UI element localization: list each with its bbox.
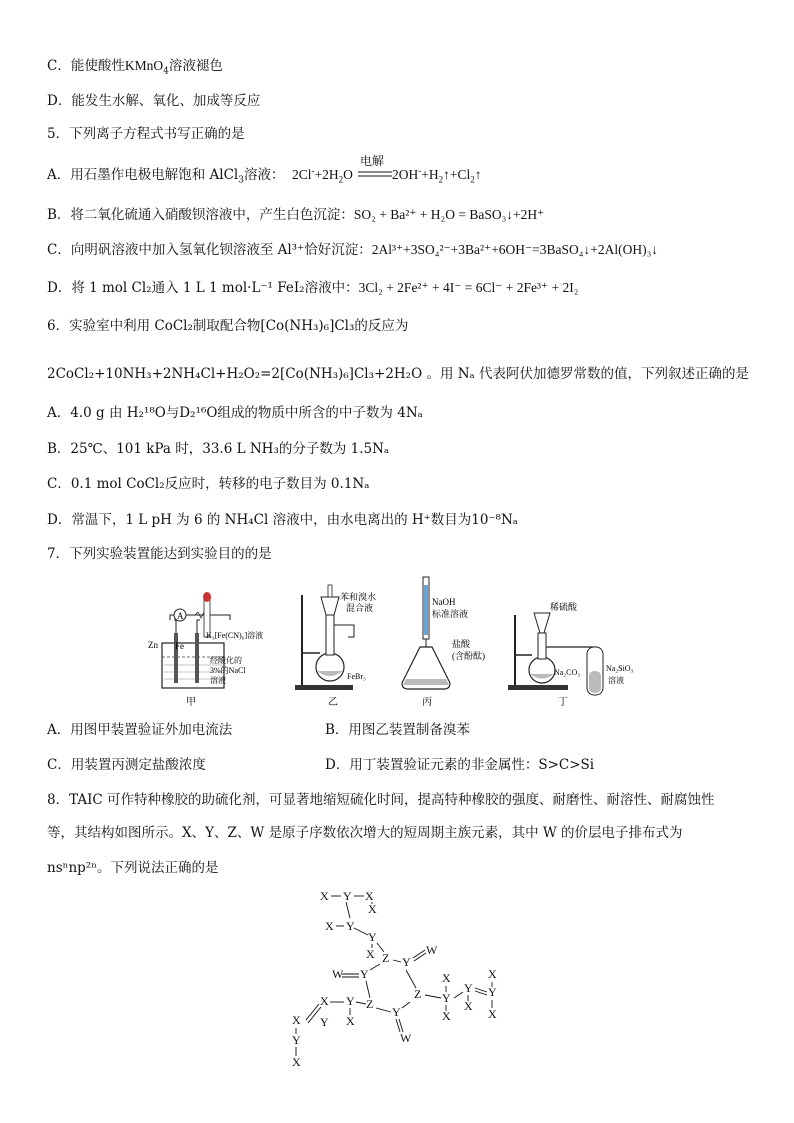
q5-option-a <box>47 165 285 185</box>
option-text: B．将二氧化硫通入硝酸钡溶液中，产生白色沉淀： <box>47 207 354 223</box>
atom-y: Y <box>488 985 497 999</box>
benzene-label-1: 苯和溴水 <box>340 592 377 602</box>
q6-option-d: D．常温下，1 L pH 为 6 的 NH₄Cl 溶液中，由水电离出的 H⁺数目为10⁻⁸Nₐ <box>47 512 518 528</box>
atom-x: X <box>368 902 377 916</box>
option-text: 溶液褪色 <box>168 58 223 74</box>
atom-x: X <box>488 967 497 981</box>
atom-y: Y <box>464 981 473 995</box>
option-text: 溶液： <box>244 167 285 183</box>
atom-y: Y <box>442 991 451 1005</box>
equation: SO₂ + Ba²⁺ + H₂O = BaSO₃↓+2H⁺ <box>353 207 545 222</box>
option-d-reactions: D．能发生水解、氧化、加成等反应 <box>47 93 261 109</box>
question-6: 6．实验室中利用 CoCl₂制取配合物[Co(NH₃)₆]Cl₃的反应为 <box>47 318 409 334</box>
ammeter-label: A <box>177 611 184 621</box>
apparatus-jia <box>148 592 263 708</box>
question-5: 5．下列离子方程式书写正确的是 <box>47 126 245 142</box>
febr3-label: FeBr₃ <box>347 672 366 681</box>
atom-y: Y <box>346 994 355 1008</box>
na2sio3-label-2: 溶液 <box>608 676 624 685</box>
option-text: C．向明矾溶液中加入氢氧化钡溶液至 Al³⁺恰好沉淀： <box>47 242 372 258</box>
q7-option-c: C．用装置丙测定盐酸浓度 <box>47 757 206 773</box>
naoh-label-2: 标准溶液 <box>432 609 469 619</box>
subscript: 2 <box>338 174 344 185</box>
electrolysis-condition: 电解 <box>360 154 385 168</box>
q7-option-a: A．用图甲装置验证外加电流法 <box>47 722 233 738</box>
atom-y: Y <box>360 967 369 981</box>
atom-y: Y <box>343 889 352 903</box>
atom-x: X <box>292 1013 301 1027</box>
k3-label: K₃[Fe(CN)₆]溶液 <box>206 631 264 640</box>
apparatus-yi <box>295 585 376 708</box>
atom-z: Z <box>414 987 422 1001</box>
atom-y: Y <box>402 955 411 969</box>
eq-part: 2OH <box>392 167 419 182</box>
question-7: 7．下列实验装置能达到实验目的的是 <box>47 546 272 562</box>
charge: - <box>418 165 422 176</box>
atom-x: X <box>365 889 374 903</box>
atom-x: X <box>325 919 334 933</box>
q7-option-d: D．用丁装置验证元素的非金属性：S>C>Si <box>325 757 595 773</box>
atom-y: Y <box>392 1005 401 1019</box>
eq-part: O <box>343 167 353 182</box>
q5a-equation <box>292 165 353 185</box>
eq-part: +2H <box>314 167 339 182</box>
eq-part: ↑+Cl <box>443 167 471 182</box>
q6-equation: 2CoCl₂+10NH₃+2NH₄Cl+H₂O₂=2[Co(NH₃)₆]Cl₃+2H₂O 。用 Nₐ 代表阿伏加德罗常数的值，下列叙述正确的是 <box>47 366 750 382</box>
option-text: D．将 1 mol Cl₂通入 1 L 1 mol·L⁻¹ FeI₂溶液中： <box>47 280 359 296</box>
atom-w: W <box>332 967 344 981</box>
h2so4-label: 稀硫酸 <box>550 602 578 612</box>
q7-option-b: B．用图乙装置制备溴苯 <box>325 722 470 738</box>
atom-w: W <box>400 1031 412 1045</box>
q6-option-c: C．0.1 mol CoCl₂反应时，转移的电子数目为 0.1Nₐ <box>47 476 370 492</box>
q5-option-b <box>47 205 544 225</box>
apparatus-ding <box>508 601 634 708</box>
question-8-line-2: 等，其结构如图所示。X、Y、Z、W 是原子序数依次增大的短周期主族元素，其中 W 的价层电子排布式为 <box>47 825 683 841</box>
atom-z: Z <box>366 997 374 1011</box>
atom-x: X <box>366 947 375 961</box>
q6-option-a: A．4.0 g 由 H₂¹⁸O与D₂¹⁶O组成的物质中所含的中子数为 4Nₐ <box>47 405 423 421</box>
nacl-label-1: 经酸化的 <box>210 656 242 665</box>
option-c-kmno4 <box>47 56 223 76</box>
formula: KMnO <box>124 58 164 73</box>
benzene-label-2: 混合液 <box>346 603 374 613</box>
atom-x: X <box>320 889 329 903</box>
question-8-line-3: nsⁿnp²ⁿ。下列说法正确的是 <box>47 860 219 876</box>
equals-long <box>358 170 392 178</box>
na2sio3-label-1: Na₂SiO₃ <box>606 664 634 673</box>
atom-y: Y <box>368 930 377 944</box>
atom-w: W <box>426 943 438 957</box>
atom-x: X <box>442 971 451 985</box>
atom-z: Z <box>382 951 390 965</box>
zn-label: Zn <box>148 640 158 650</box>
q5a-equation-right <box>392 165 482 185</box>
atom-x: X <box>442 1009 451 1023</box>
figure-label-jia: 甲 <box>186 697 196 708</box>
atom-y: Y <box>346 919 355 933</box>
figure-label-ding: 丁 <box>558 697 568 708</box>
eq-part: +H <box>421 167 439 182</box>
atom-x: X <box>320 994 329 1008</box>
atom-x: X <box>488 1007 497 1021</box>
charge: - <box>311 165 315 176</box>
subscript: 3 <box>238 175 244 186</box>
eq-part: ↑ <box>474 167 482 182</box>
q6-option-b: B．25℃、101 kPa 时，33.6 L NH₃的分子数为 1.5Nₐ <box>47 441 390 457</box>
experiment-apparatus-figure <box>140 575 660 710</box>
figure-label-yi: 乙 <box>328 697 338 708</box>
atom-x: X <box>464 999 473 1013</box>
equation: 2Al³⁺+3SO₄²⁻+3Ba²⁺+6OH⁻=3BaSO₄↓+2Al(OH)₃↓ <box>371 242 659 257</box>
equation: 3Cl₂ + 2Fe²⁺ + 4I⁻ = 6Cl⁻ + 2Fe³⁺ + 2I₂ <box>358 280 579 295</box>
subscript: 2 <box>438 174 444 185</box>
option-text: C．能使酸性 <box>47 58 125 74</box>
apparatus-bing <box>402 577 485 708</box>
taic-structure-diagram <box>280 880 520 1075</box>
option-text: A．用石墨作电极电解饱和 AlCl <box>47 167 239 183</box>
question-8-line-1: 8．TAIC 可作特种橡胶的助硫化剂，可显著地缩短硫化时间，提高特种橡胶的强度、耐磨性、耐溶性、耐腐蚀性 <box>47 792 715 808</box>
fe-label: Fe <box>175 641 184 651</box>
atom-x: X <box>346 1014 355 1028</box>
nacl-label-3: 溶液 <box>210 676 226 685</box>
eq-part: 2Cl <box>292 167 312 182</box>
subscript: 4 <box>163 66 169 77</box>
hcl-label-2: (含酚酞) <box>452 651 485 661</box>
atom-y: Y <box>320 1015 329 1029</box>
naoh-label-1: NaOH <box>432 597 456 607</box>
atom-y: Y <box>292 1033 301 1047</box>
nacl-label-2: 3%的NaCl <box>210 666 246 675</box>
na2co3-label: Na₂CO₃ <box>554 668 581 677</box>
q5-option-d <box>47 278 578 298</box>
figure-label-bing: 丙 <box>422 697 432 708</box>
hcl-label-1: 盐酸 <box>452 639 471 649</box>
q5-option-c <box>47 240 658 260</box>
atom-x: X <box>292 1055 301 1069</box>
subscript: 2 <box>470 174 475 185</box>
